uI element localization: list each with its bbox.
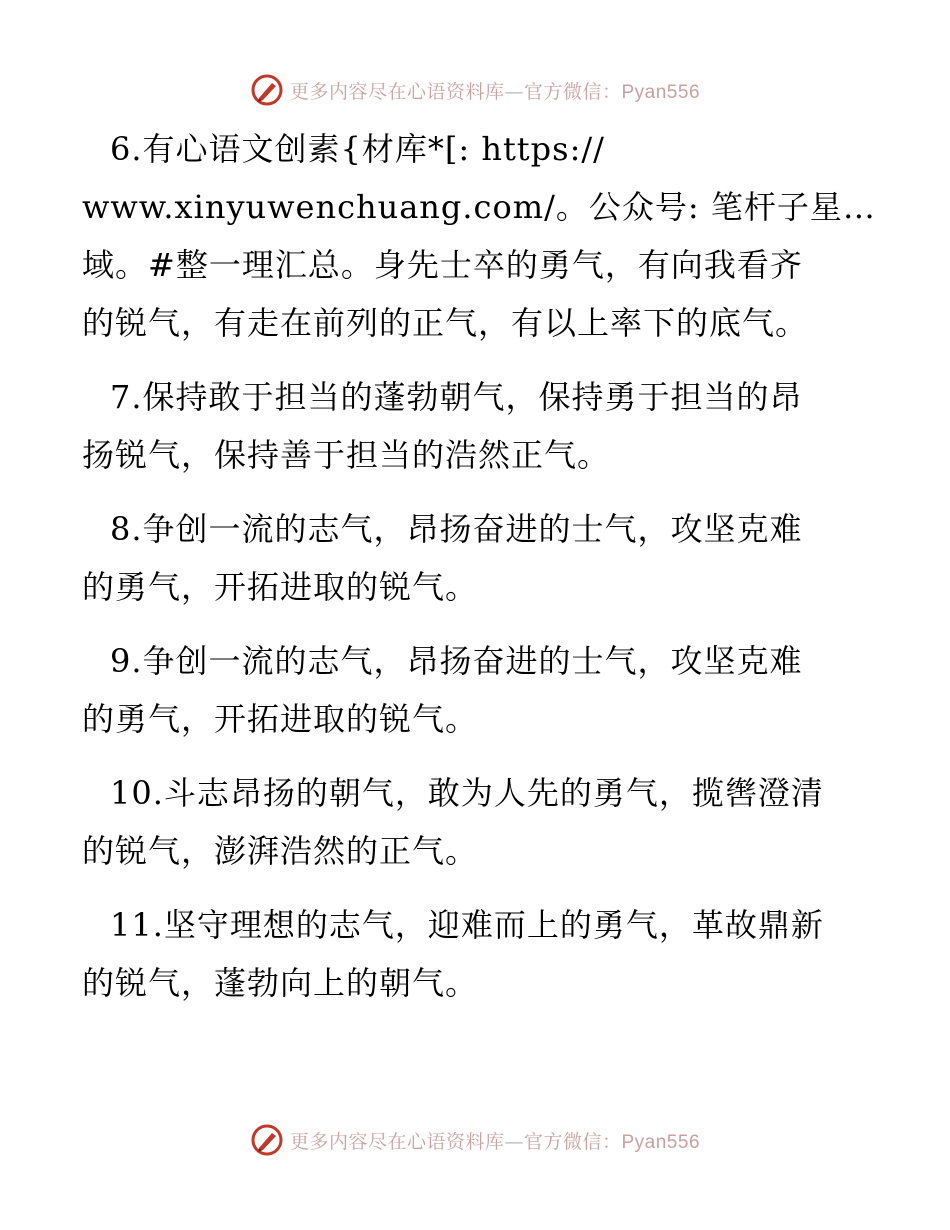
paragraph-10 [82, 764, 856, 880]
text-line: 的勇气，开拓进取的锐气。 [82, 568, 479, 606]
paragraph-6 [82, 120, 876, 352]
paragraph-11 [82, 896, 856, 1012]
paragraph-7 [82, 368, 856, 484]
header-banner-text: 更多内容尽在心语资料库—官方微信：Pyan556 [289, 80, 701, 103]
text-line: 的锐气，蓬勃向上的朝气。 [82, 964, 479, 1002]
text-line: 10.斗志昂扬的朝气，敢为人先的勇气，揽辔澄清 [110, 774, 824, 812]
text-line: 的勇气，开拓进取的锐气。 [82, 700, 479, 738]
text-line: www.xinyuwenchuang.com/。公众号: 笔杆子星… [82, 188, 876, 226]
text-line: 扬锐气，保持善于担当的浩然正气。 [82, 436, 611, 474]
text-line: 的锐气，有走在前列的正气，有以上率下的底气。 [82, 304, 809, 342]
text-line: 的锐气，澎湃浩然的正气。 [82, 832, 479, 870]
text-line: 11.坚守理想的志气，迎难而上的勇气，革故鼎新 [110, 906, 824, 944]
text-line: 域。#整一理汇总。身先士卒的勇气，有向我看齐 [82, 246, 803, 284]
pen-circle-logo-icon [250, 1123, 284, 1157]
paragraph-9 [82, 632, 856, 748]
text-line: 7.保持敢于担当的蓬勃朝气，保持勇于担当的昂 [110, 378, 803, 416]
text-line: 8.争创一流的志气，昂扬奋进的士气，攻坚克难 [110, 510, 803, 548]
paragraph-8 [82, 500, 856, 616]
document-body [82, 120, 876, 1028]
footer-banner-text: 更多内容尽在心语资料库—官方微信：Pyan556 [289, 1130, 701, 1153]
footer-banner [0, 1118, 950, 1162]
text-line: 6.有心语文创素{材库*[: https:// [110, 130, 605, 168]
text-line: 9.争创一流的志气，昂扬奋进的士气，攻坚克难 [110, 642, 803, 680]
pen-circle-logo-icon [250, 73, 284, 107]
header-banner [0, 68, 950, 112]
